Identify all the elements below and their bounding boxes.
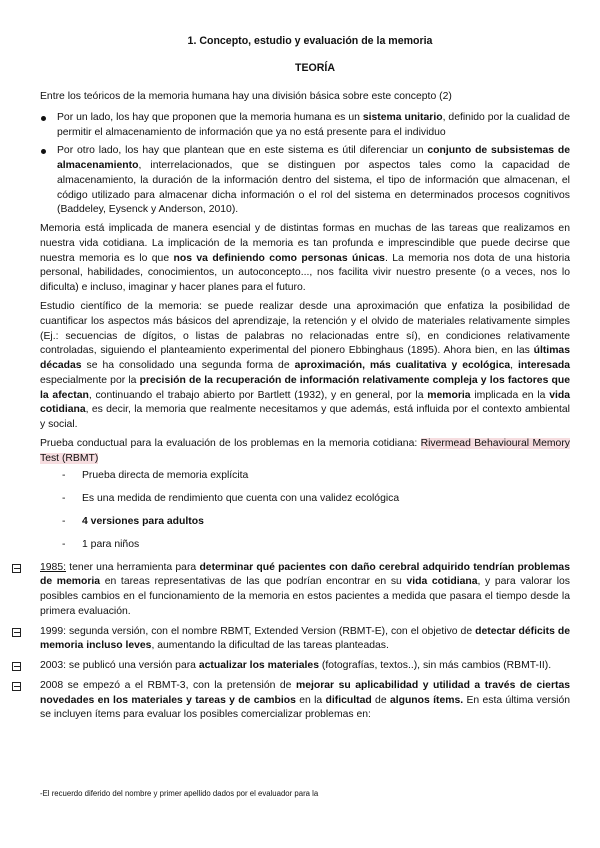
bullet-item: Por otro lado, los hay que plantean que en este sistema es útil diferenciar un conjunto de subsistemas de almacenamiento, interrelacionados, que se distinguen por aspectos tales como la capacidad de almacenamiento, la duración de la información dentro del sistema, el tipo de información que almacenan, el código utilizado para almacenar dicha información o el rol del sistema en determinados procesos cognitivos (Baddeley, Eysenck y Anderson, 2010). (40, 144, 570, 218)
version-item: 2008 se empezó a el RBMT-3, con la pretensión de mejorar su aplicabilidad y utilidad a través de ciertas novedades en los materiales y tareas y de cambios en la dificultad de algunos ítems. En esta última versión se incluyen ítems para evaluar los posibles comercializar problemas en: (12, 679, 570, 723)
version-item: 1999: segunda versión, con el nombre RBMT, Extended Version (RBMT-E), con el objetivo de detectar déficits de memoria incluso leves, aumentando la dificultad de las tareas planteadas. (12, 625, 570, 655)
dash-item: - 1 para niños (62, 538, 570, 553)
checkbox-bullet-icon (12, 564, 21, 573)
dash-item: - 4 versiones para adultos (62, 515, 570, 530)
version-item: 2003: se publicó una versión para actualizar los materiales (fotografías, textos..), sin más cambios (RBMT-II). (12, 659, 570, 674)
bullet-dot-icon (41, 149, 46, 154)
estudio-paragraph: Estudio científico de la memoria: se puede realizar desde una aproximación que enfatiza la posibilidad de cuantificar los aspectos más básicos del aprendizaje, la retención y el olvido de materiales relativamente simples (Ej.: secuencias de dígitos, o listas de palabras no relacionadas entre sí), en condiciones relativamente controladas, siguiendo el planteamiento experimental del pionero Ebbinghaus (1895). Ahora bien, en las últimas décadas se ha consolidado una segunda forma de aproximación, más cualitativa y ecológica, interesada especialmente por la precisión de la recuperación de información relativamente compleja y los factores que la afectan, continuando el trabajo abierto por Bartlett (1932), y en general, por la memoria implicada en la vida cotidiana, es decir, la memoria que realmente necesitamos y que además, está influida por el contexto ambiental y social. (40, 301, 570, 431)
intro-paragraph: Entre los teóricos de la memoria humana hay una división básica sobre este concepto (2) (40, 91, 452, 103)
bullet-item: Por un lado, los hay que proponen que la memoria humana es un sistema unitario, definido por la cualidad de permitir el almacenamiento de información que ya no está presente para el individuo (40, 111, 570, 141)
dash-marker: - (62, 470, 66, 482)
checkbox-bullet-icon (12, 662, 21, 671)
prueba-paragraph: Prueba conductual para la evaluación de los problemas en la memoria cotidiana: Rivermead Behavioural Memory Test (RBMT) (40, 437, 570, 464)
dash-item: - Prueba directa de memoria explícita (62, 469, 570, 484)
memoria-paragraph: Memoria está implicada de manera esencial y de distintas formas en muchas de las tareas que realizamos en nuestra vida cotidiana. La implicación de la memoria es tan profunda e imprescindible que puede decirse que nuestra memoria es lo que nos va definiendo como personas únicas. La memoria nos dota de una historia personal, habilidades, conocimientos, un autoconcepto..., nos facilita vivir nuestro presente (o a veces, nos lo dificulta) e incluso, imaginar y hacer planes para el futuro. (40, 223, 571, 294)
checkbox-bullet-icon (12, 682, 21, 691)
dash-item: - Es una medida de rendimiento que cuenta con una validez ecológica (62, 492, 570, 507)
version-item: 1985: tener una herramienta para determinar qué pacientes con daño cerebral adquirido tendrían problemas de memoria en tareas representativas de las que podrían encontrar en su vida cotidiana, y para valorar los posibles cambios en el funcionamiento de la memoria en estos pacientes a medida que pasara el tiempo desde la primera evaluación. (12, 561, 570, 620)
footnote-text: -El recuerdo diferido del nombre y primer apellido dados por el evaluador para la (40, 789, 319, 798)
checkbox-bullet-icon (12, 628, 21, 637)
section-heading: 1. Concepto, estudio y evaluación de la memoria (187, 35, 433, 47)
dash-marker: - (62, 515, 66, 527)
dash-marker: - (62, 538, 66, 550)
dash-marker: - (62, 493, 66, 505)
bullet-list (40, 111, 570, 218)
theory-heading: TEORÍA (294, 62, 336, 75)
bullet-dot-icon (41, 116, 46, 121)
version-list (12, 561, 570, 724)
rbmt-highlight: Rivermead Behavioural Memory Test (RBMT) (40, 437, 570, 464)
dash-list (40, 469, 570, 552)
